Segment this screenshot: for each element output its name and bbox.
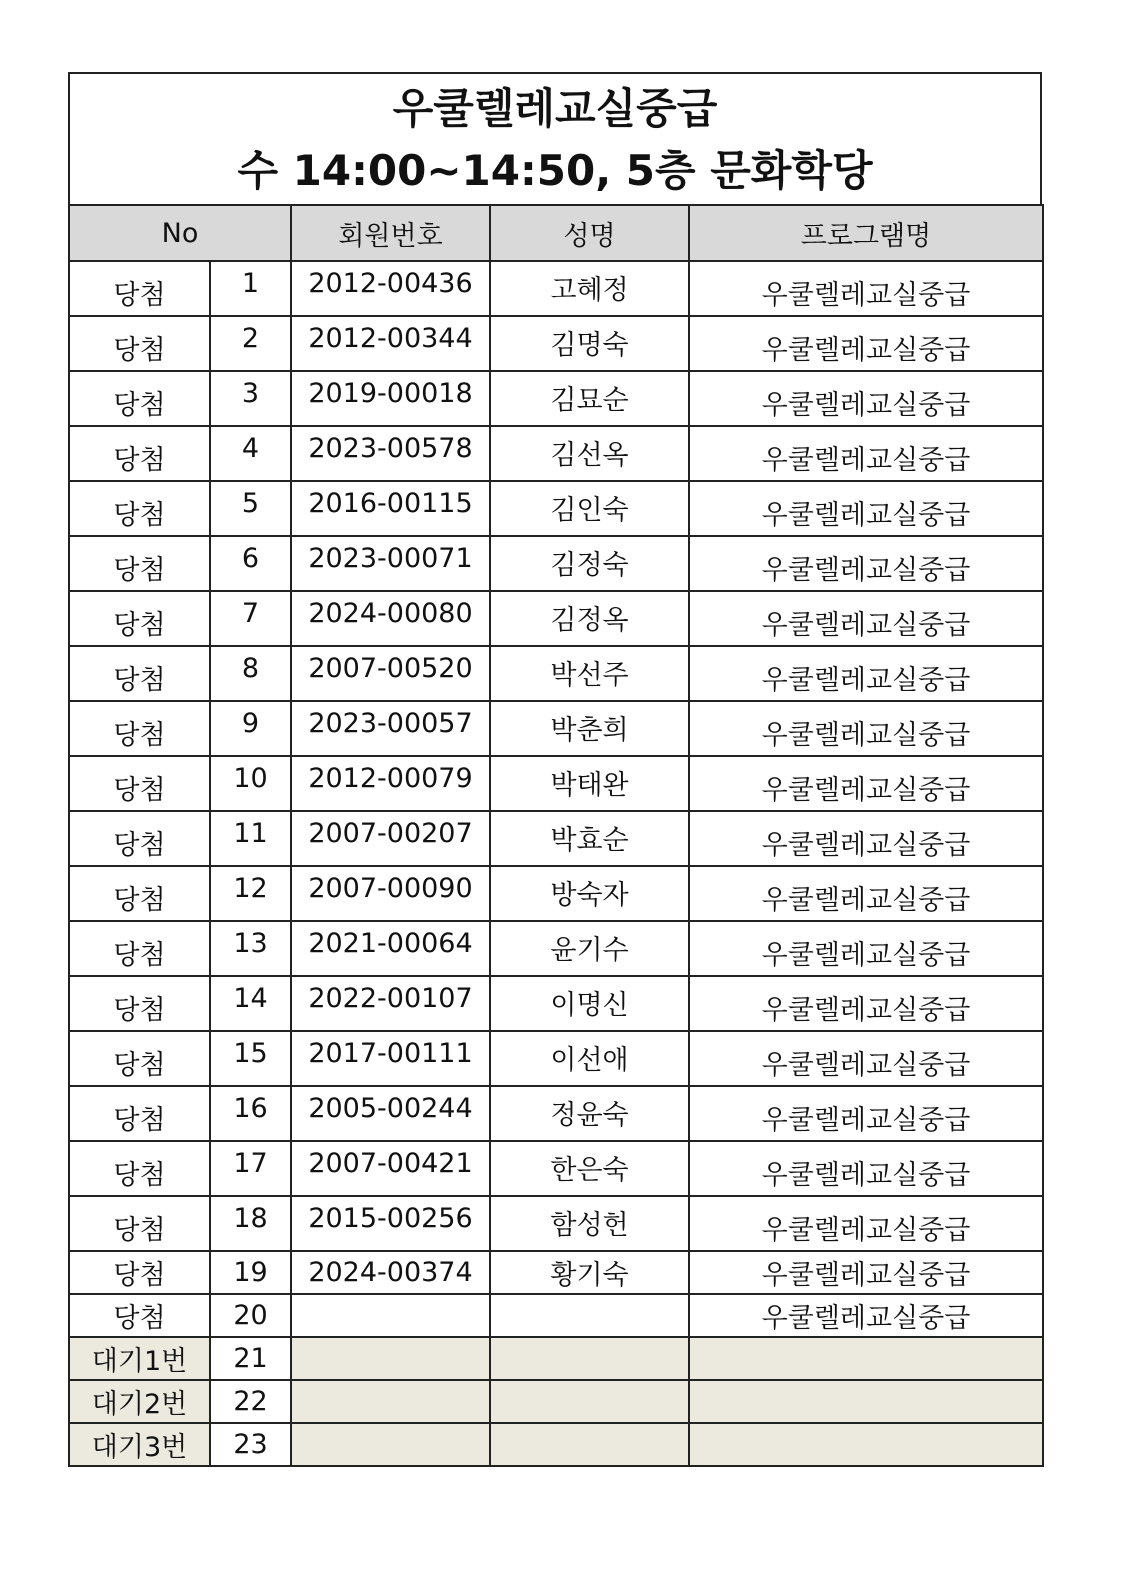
member-id-cell: 2007-00520 xyxy=(291,646,490,701)
header-no: No xyxy=(69,205,291,261)
header-name: 성명 xyxy=(490,205,689,261)
table-row xyxy=(69,866,1043,921)
program-cell: 우쿨렐레교실중급 xyxy=(689,536,1043,591)
number-cell: 21 xyxy=(210,1337,291,1380)
member-id-cell xyxy=(291,1380,490,1423)
name-cell: 박선주 xyxy=(490,646,689,701)
name-cell: 김묘순 xyxy=(490,371,689,426)
name-cell: 윤기수 xyxy=(490,921,689,976)
name-cell xyxy=(490,1423,689,1466)
status-cell: 대기3번 xyxy=(69,1423,210,1466)
name-cell: 박태완 xyxy=(490,756,689,811)
status-cell: 당첨 xyxy=(69,921,210,976)
number-cell: 18 xyxy=(210,1196,291,1251)
member-id-cell: 2005-00244 xyxy=(291,1086,490,1141)
number-cell: 2 xyxy=(210,316,291,371)
member-id-cell xyxy=(291,1337,490,1380)
program-cell: 우쿨렐레교실중급 xyxy=(689,921,1043,976)
member-id-cell: 2024-00374 xyxy=(291,1251,490,1294)
name-cell: 황기숙 xyxy=(490,1251,689,1294)
number-cell: 11 xyxy=(210,811,291,866)
table-row xyxy=(69,1031,1043,1086)
program-cell: 우쿨렐레교실중급 xyxy=(689,1031,1043,1086)
table-row xyxy=(69,371,1043,426)
program-cell: 우쿨렐레교실중급 xyxy=(689,756,1043,811)
name-cell: 김정숙 xyxy=(490,536,689,591)
program-cell xyxy=(689,1380,1043,1423)
program-cell: 우쿨렐레교실중급 xyxy=(689,1141,1043,1196)
table-row xyxy=(69,261,1043,316)
table-row xyxy=(69,536,1043,591)
member-id-cell: 2012-00436 xyxy=(291,261,490,316)
number-cell: 5 xyxy=(210,481,291,536)
program-cell: 우쿨렐레교실중급 xyxy=(689,1086,1043,1141)
name-cell: 김선옥 xyxy=(490,426,689,481)
status-cell: 당첨 xyxy=(69,756,210,811)
status-cell: 당첨 xyxy=(69,261,210,316)
name-cell: 정윤숙 xyxy=(490,1086,689,1141)
program-cell: 우쿨렐레교실중급 xyxy=(689,646,1043,701)
status-cell: 당첨 xyxy=(69,371,210,426)
name-cell: 이명신 xyxy=(490,976,689,1031)
program-cell: 우쿨렐레교실중급 xyxy=(689,261,1043,316)
table-row xyxy=(69,1086,1043,1141)
status-cell: 당첨 xyxy=(69,866,210,921)
status-cell: 당첨 xyxy=(69,1251,210,1294)
status-cell: 당첨 xyxy=(69,1031,210,1086)
member-id-cell: 2012-00344 xyxy=(291,316,490,371)
program-cell: 우쿨렐레교실중급 xyxy=(689,591,1043,646)
number-cell: 14 xyxy=(210,976,291,1031)
member-id-cell xyxy=(291,1294,490,1337)
table-row xyxy=(69,811,1043,866)
member-id-cell: 2016-00115 xyxy=(291,481,490,536)
program-cell: 우쿨렐레교실중급 xyxy=(689,426,1043,481)
name-cell: 박춘희 xyxy=(490,701,689,756)
name-cell: 한은숙 xyxy=(490,1141,689,1196)
member-id-cell: 2023-00071 xyxy=(291,536,490,591)
table-row xyxy=(69,1251,1043,1294)
program-cell: 우쿨렐레교실중급 xyxy=(689,316,1043,371)
program-cell: 우쿨렐레교실중급 xyxy=(689,1196,1043,1251)
status-cell: 당첨 xyxy=(69,426,210,481)
status-cell: 당첨 xyxy=(69,591,210,646)
member-id-cell: 2015-00256 xyxy=(291,1196,490,1251)
name-cell xyxy=(490,1380,689,1423)
table-row xyxy=(69,426,1043,481)
table-row xyxy=(69,756,1043,811)
number-cell: 17 xyxy=(210,1141,291,1196)
number-cell: 15 xyxy=(210,1031,291,1086)
title-box xyxy=(68,72,1042,204)
status-cell: 당첨 xyxy=(69,701,210,756)
program-cell: 우쿨렐레교실중급 xyxy=(689,701,1043,756)
status-cell: 당첨 xyxy=(69,1294,210,1337)
number-cell: 13 xyxy=(210,921,291,976)
name-cell: 김명숙 xyxy=(490,316,689,371)
table-row xyxy=(69,1294,1043,1337)
name-cell: 이선애 xyxy=(490,1031,689,1086)
status-cell: 당첨 xyxy=(69,976,210,1031)
table-row xyxy=(69,1423,1043,1466)
status-cell: 당첨 xyxy=(69,536,210,591)
header-program: 프로그램명 xyxy=(689,205,1043,261)
header-member-id: 회원번호 xyxy=(291,205,490,261)
name-cell: 박효순 xyxy=(490,811,689,866)
member-id-cell: 2007-00090 xyxy=(291,866,490,921)
status-cell: 당첨 xyxy=(69,811,210,866)
name-cell xyxy=(490,1294,689,1337)
program-cell xyxy=(689,1423,1043,1466)
member-id-cell xyxy=(291,1423,490,1466)
member-id-cell: 2007-00421 xyxy=(291,1141,490,1196)
name-cell: 함성헌 xyxy=(490,1196,689,1251)
number-cell: 3 xyxy=(210,371,291,426)
member-id-cell: 2019-00018 xyxy=(291,371,490,426)
number-cell: 23 xyxy=(210,1423,291,1466)
header-row xyxy=(69,205,1043,261)
name-cell: 김인숙 xyxy=(490,481,689,536)
table-row xyxy=(69,1141,1043,1196)
number-cell: 20 xyxy=(210,1294,291,1337)
name-cell: 고혜정 xyxy=(490,261,689,316)
program-title: 우쿨렐레교실중급 xyxy=(392,84,718,133)
table-row xyxy=(69,701,1043,756)
lottery-result-sheet xyxy=(68,72,1042,1467)
status-cell: 당첨 xyxy=(69,316,210,371)
member-id-cell: 2023-00057 xyxy=(291,701,490,756)
name-cell: 김정옥 xyxy=(490,591,689,646)
table-row xyxy=(69,481,1043,536)
number-cell: 6 xyxy=(210,536,291,591)
program-cell xyxy=(689,1337,1043,1380)
number-cell: 16 xyxy=(210,1086,291,1141)
number-cell: 8 xyxy=(210,646,291,701)
status-cell: 당첨 xyxy=(69,481,210,536)
table-row xyxy=(69,1337,1043,1380)
member-id-cell: 2023-00578 xyxy=(291,426,490,481)
status-cell: 대기2번 xyxy=(69,1380,210,1423)
member-table xyxy=(68,204,1044,1467)
program-cell: 우쿨렐레교실중급 xyxy=(689,866,1043,921)
member-id-cell: 2007-00207 xyxy=(291,811,490,866)
status-cell: 당첨 xyxy=(69,1141,210,1196)
number-cell: 1 xyxy=(210,261,291,316)
table-row xyxy=(69,1196,1043,1251)
table-row xyxy=(69,591,1043,646)
number-cell: 9 xyxy=(210,701,291,756)
status-cell: 당첨 xyxy=(69,646,210,701)
program-cell: 우쿨렐레교실중급 xyxy=(689,371,1043,426)
table-row xyxy=(69,976,1043,1031)
program-cell: 우쿨렐레교실중급 xyxy=(689,1251,1043,1294)
schedule-title: 수 14:00~14:50, 5층 문화학당 xyxy=(237,146,873,195)
number-cell: 10 xyxy=(210,756,291,811)
number-cell: 7 xyxy=(210,591,291,646)
table-row xyxy=(69,1380,1043,1423)
program-cell: 우쿨렐레교실중급 xyxy=(689,481,1043,536)
member-id-cell: 2017-00111 xyxy=(291,1031,490,1086)
member-id-cell: 2021-00064 xyxy=(291,921,490,976)
name-cell: 방숙자 xyxy=(490,866,689,921)
program-cell: 우쿨렐레교실중급 xyxy=(689,811,1043,866)
name-cell xyxy=(490,1337,689,1380)
table-row xyxy=(69,316,1043,371)
number-cell: 4 xyxy=(210,426,291,481)
status-cell: 당첨 xyxy=(69,1196,210,1251)
program-cell: 우쿨렐레교실중급 xyxy=(689,976,1043,1031)
table-row xyxy=(69,646,1043,701)
member-id-cell: 2024-00080 xyxy=(291,591,490,646)
table-row xyxy=(69,921,1043,976)
member-id-cell: 2012-00079 xyxy=(291,756,490,811)
number-cell: 19 xyxy=(210,1251,291,1294)
status-cell: 당첨 xyxy=(69,1086,210,1141)
member-id-cell: 2022-00107 xyxy=(291,976,490,1031)
program-cell: 우쿨렐레교실중급 xyxy=(689,1294,1043,1337)
number-cell: 22 xyxy=(210,1380,291,1423)
status-cell: 대기1번 xyxy=(69,1337,210,1380)
number-cell: 12 xyxy=(210,866,291,921)
